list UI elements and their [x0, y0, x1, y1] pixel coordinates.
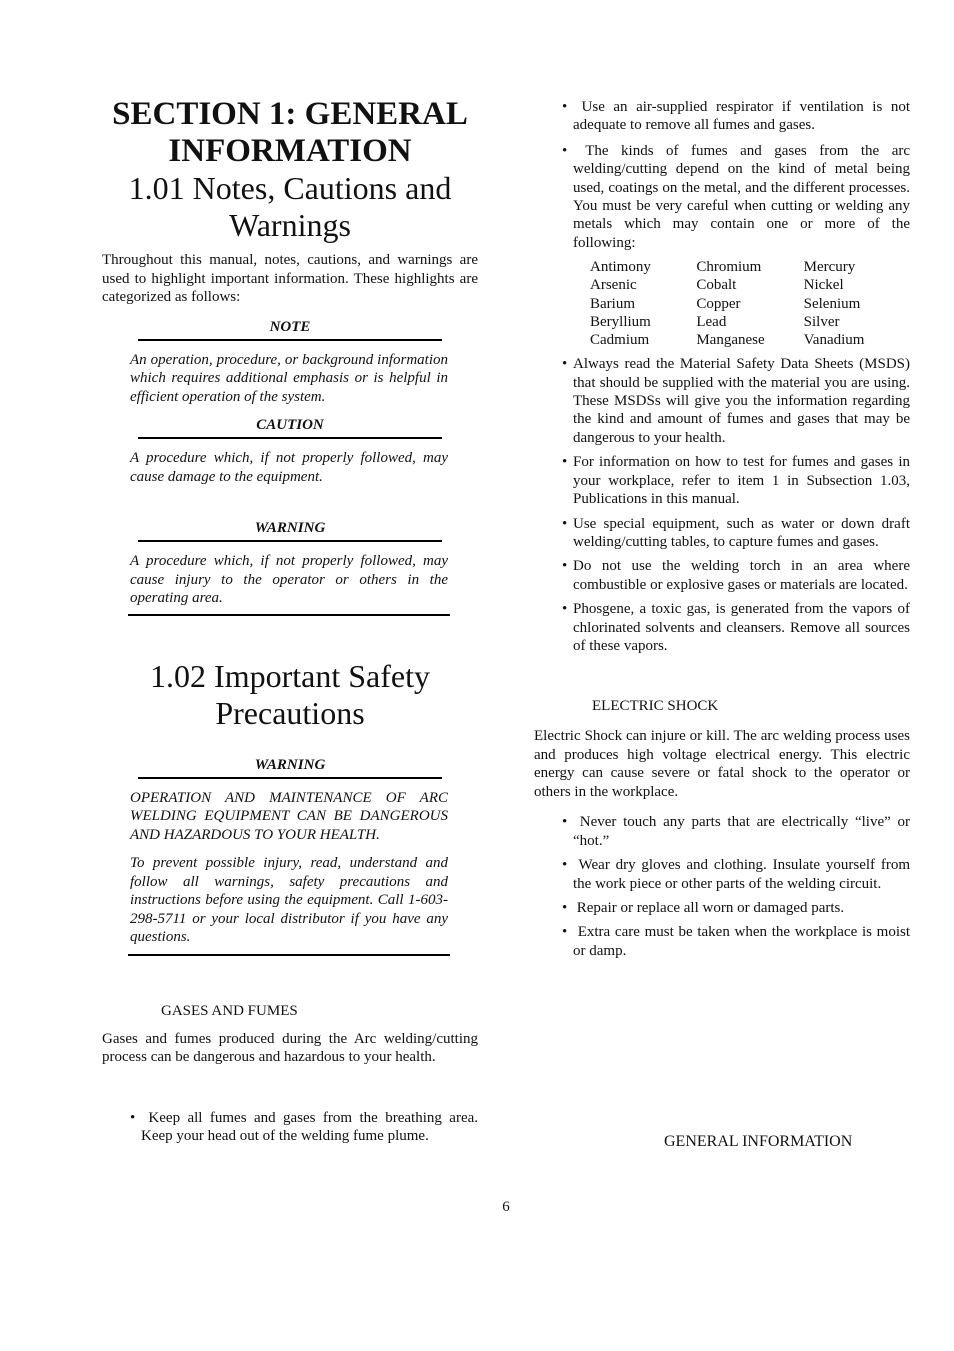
- metals-table: [590, 258, 910, 349]
- metal-name: Selenium: [803, 295, 861, 312]
- subsection-101-title-line2: Warnings: [229, 207, 351, 243]
- subsection-101-title: [102, 170, 478, 244]
- bullet-icon: •: [562, 356, 568, 373]
- caution-label: CAUTION: [138, 416, 442, 439]
- list-item-text: Use special equipment, such as water or down draft welding/cutting tables, to capture fumes and gases.: [573, 515, 910, 550]
- list-item-text: Extra care must be taken when the workplace is moist or damp.: [573, 924, 910, 959]
- bullet-icon: •: [562, 515, 568, 532]
- list-item-text: Repair or replace all worn or damaged parts.: [576, 899, 845, 916]
- bullet-icon: •: [562, 558, 568, 575]
- section-title-line1: SECTION 1: GENERAL: [112, 96, 468, 132]
- metal-name: Copper: [696, 295, 741, 312]
- list-item: [534, 923, 910, 960]
- metal-name: Barium: [590, 295, 635, 312]
- metals-row: [590, 295, 910, 313]
- list-item: [534, 899, 910, 917]
- list-item: [534, 453, 910, 508]
- gases-fumes-intro: Gases and fumes produced during the Arc welding/cutting process can be dangerous and hazardous to your health.: [102, 1030, 478, 1065]
- left-column: [102, 96, 478, 1145]
- list-item: [534, 98, 910, 135]
- subsection-101-title-line1: 1.01 Notes, Cautions and: [128, 170, 452, 206]
- metals-row: [590, 276, 910, 294]
- note-text: An operation, procedure, or background information which requires additional emphasis or is helpful in efficient operation of the system.: [130, 351, 448, 405]
- bullet-icon: •: [562, 601, 568, 618]
- section-title: [102, 96, 478, 170]
- gases-bullets-right-top: [534, 98, 910, 252]
- subsection-102-title-line2: Precautions: [215, 694, 365, 731]
- safety-warning-label: WARNING: [138, 756, 442, 779]
- subsection-102-title-line1: 1.02 Important Safety: [150, 657, 430, 694]
- list-item: [534, 355, 910, 447]
- electric-shock-heading: ELECTRIC SHOCK: [592, 698, 719, 715]
- list-item-text: Always read the Material Safety Data Sheets (MSDS) that should be supplied with the material you are using. These MSDSs will give you the information regarding the kind and amount of fumes and gases that may be dangerous to your health.: [573, 356, 910, 446]
- list-item-text: Never touch any parts that are electrically “live” or “hot.”: [573, 814, 911, 849]
- metal-name: Beryllium: [590, 313, 651, 330]
- bullet-icon: •: [562, 924, 568, 941]
- list-item-text: Do not use the welding torch in an area where combustible or explosive gases or materials are located.: [573, 558, 910, 593]
- metal-name: Mercury: [803, 259, 856, 276]
- list-item: [534, 515, 910, 552]
- safety-warning-bottom-rule: [128, 954, 450, 956]
- list-item: [102, 1109, 478, 1146]
- intro-paragraph: Throughout this manual, notes, cautions, and warnings are used to highlight important information. These highlights are categorized as follows:: [102, 252, 478, 305]
- list-item-text: Phosgene, a toxic gas, is generated from the vapors of chlorinated solvents and cleansers. Remove all sources of these vapors.: [573, 601, 910, 654]
- bullet-icon: •: [562, 142, 568, 159]
- gases-fumes-heading: GASES AND FUMES: [161, 1002, 298, 1019]
- metal-name: Antimony: [590, 259, 651, 276]
- caution-text: A procedure which, if not properly followed, may cause damage to the equipment.: [130, 450, 448, 485]
- bullet-icon: •: [130, 1109, 136, 1126]
- metal-name: Lead: [696, 313, 727, 330]
- caution-box: [128, 416, 450, 486]
- metal-name: Cobalt: [696, 277, 737, 294]
- bullet-icon: •: [562, 857, 568, 874]
- safety-warning-text-instructions: To prevent possible injury, read, understand and follow all warnings, safety precautions and instructions before using the equipment. Call 1-603-298-5711 or your local distributor if you have any questions.: [130, 855, 448, 945]
- shock-bullets: [534, 813, 910, 960]
- metal-name: Cadmium: [590, 332, 650, 349]
- electric-shock-intro: Electric Shock can injure or kill. The arc welding process uses and produces high voltage electrical energy. This electric energy can cause severe or fatal shock to the operator or others in the workplace.: [534, 728, 910, 800]
- page-number: 6: [502, 1199, 510, 1215]
- bullet-icon: •: [562, 99, 568, 115]
- bullet-icon: •: [562, 899, 568, 916]
- list-item-text: For information on how to test for fumes and gases in your workplace, refer to item 1 in Subsection 1.03, Publications in this manual.: [573, 454, 910, 508]
- list-item: [534, 142, 910, 252]
- warning-bottom-rule: [128, 614, 450, 616]
- metals-row: [590, 313, 910, 331]
- metal-name: Chromium: [696, 259, 762, 276]
- list-item: [534, 856, 910, 893]
- note-box: [128, 318, 450, 407]
- safety-warning-text-caps: OPERATION AND MAINTENANCE OF ARC WELDING EQUIPMENT CAN BE DANGEROUS AND HAZARDOUS TO YOUR HEALTH.: [130, 789, 448, 843]
- warning-box: [128, 519, 450, 616]
- list-item: [534, 600, 910, 655]
- section-title-line2: INFORMATION: [168, 133, 412, 169]
- subsection-102-title: [102, 658, 478, 732]
- warning-label: WARNING: [138, 519, 442, 542]
- metal-name: Arsenic: [590, 277, 637, 294]
- list-item-text: Keep all fumes and gases from the breathing area. Keep your head out of the welding fume plume.: [141, 1109, 479, 1144]
- gases-bullets-right-bottom: [534, 355, 910, 655]
- metal-name: Vanadium: [803, 332, 865, 349]
- metal-name: Manganese: [696, 332, 765, 349]
- metals-row: [590, 331, 910, 349]
- safety-warning-box: [128, 756, 450, 956]
- footer-section-label: GENERAL INFORMATION: [664, 1133, 853, 1150]
- note-label: NOTE: [138, 318, 442, 341]
- bullet-icon: •: [562, 454, 568, 471]
- gases-bullets-left: [102, 1109, 478, 1146]
- bullet-icon: •: [562, 814, 568, 831]
- warning-text: A procedure which, if not properly followed, may cause injury to the operator or others in the operating area.: [130, 553, 448, 606]
- metal-name: Silver: [803, 313, 840, 330]
- list-item-text: Use an air-supplied respirator if ventilation is not adequate to remove all fumes and gases.: [573, 99, 911, 134]
- metal-name: Nickel: [803, 277, 844, 294]
- list-item-text: Wear dry gloves and clothing. Insulate yourself from the work piece or other parts of the welding circuit.: [573, 857, 910, 892]
- list-item: [534, 557, 910, 594]
- list-item-text: The kinds of fumes and gases from the arc welding/cutting depend on the kind of metal being used, coatings on the metal, and the different processes. You must be very careful when cutting or welding any metals which may contain one or more of the following:: [573, 142, 910, 251]
- right-column: [534, 98, 910, 960]
- list-item: [534, 813, 910, 850]
- metals-row: [590, 258, 910, 276]
